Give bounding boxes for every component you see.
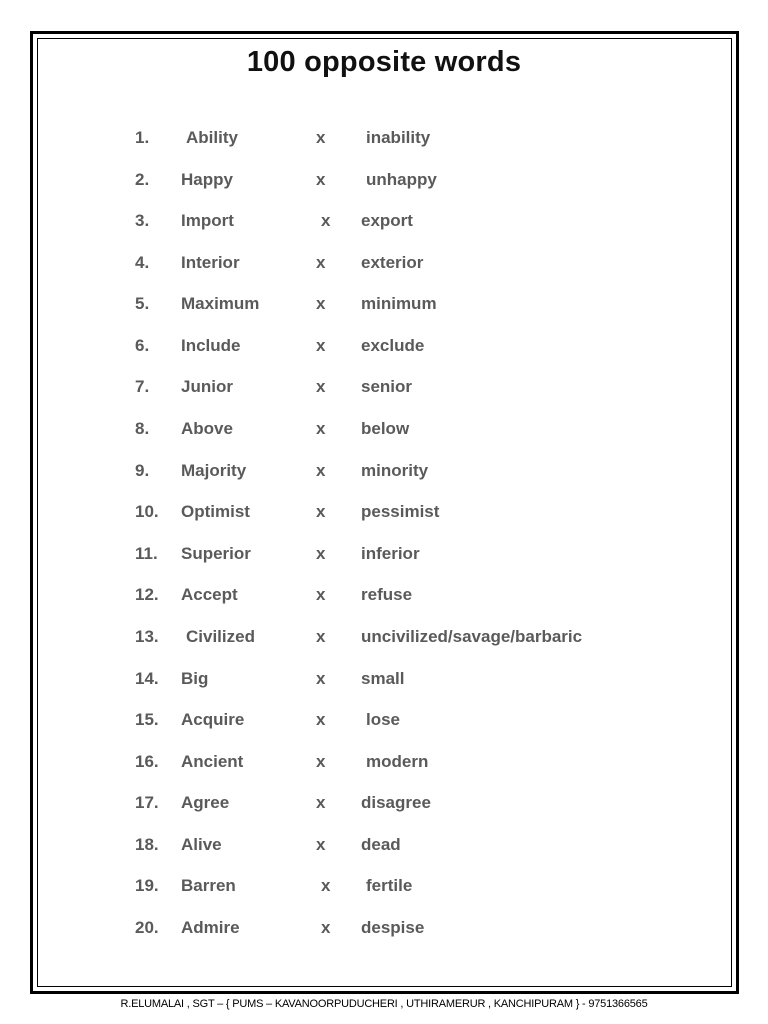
item-separator: x — [316, 669, 326, 688]
item-number: 15. — [135, 710, 159, 729]
list-item — [0, 585, 768, 609]
item-word: Civilized — [186, 627, 255, 646]
list-item — [0, 419, 768, 443]
item-word: Include — [181, 336, 241, 355]
list-item — [0, 918, 768, 942]
item-separator: x — [316, 170, 326, 189]
item-word: Junior — [181, 377, 233, 396]
item-word: Majority — [181, 461, 247, 480]
list-item — [0, 793, 768, 817]
list-item — [0, 502, 768, 526]
item-separator: x — [321, 876, 331, 895]
item-number: 18. — [135, 835, 159, 854]
list-item — [0, 835, 768, 859]
item-number: 19. — [135, 876, 159, 895]
item-separator: x — [316, 461, 326, 480]
item-word: Above — [181, 419, 233, 438]
item-opposite: exterior — [361, 253, 424, 272]
item-word: Superior — [181, 544, 251, 563]
item-separator: x — [316, 294, 326, 313]
item-number: 11. — [135, 544, 158, 563]
item-opposite: dead — [361, 835, 401, 854]
item-word: Admire — [181, 918, 240, 937]
item-separator: x — [316, 336, 326, 355]
list-item — [0, 170, 768, 194]
item-opposite: lose — [366, 710, 401, 729]
item-separator: x — [316, 128, 326, 147]
item-opposite: despise — [361, 918, 425, 937]
list-item — [0, 669, 768, 693]
item-number: 5. — [135, 294, 150, 313]
page-footer: R.ELUMALAI , SGT – { PUMS – KAVANOORPUDUCHERI , UTHIRAMERUR , KANCHIPURAM } - 9751366565 — [120, 998, 648, 1010]
item-opposite: pessimist — [361, 502, 440, 521]
item-word: Acquire — [181, 710, 245, 729]
item-word: Big — [181, 669, 209, 688]
list-item — [0, 876, 768, 900]
item-word: Barren — [181, 876, 236, 895]
item-number: 14. — [135, 669, 159, 688]
list-item — [0, 627, 768, 651]
item-separator: x — [316, 502, 326, 521]
item-opposite: small — [361, 669, 405, 688]
item-opposite: inferior — [361, 544, 420, 563]
item-number: 1. — [135, 128, 150, 147]
item-opposite: uncivilized/savage/barbaric — [361, 627, 583, 646]
list-item — [0, 544, 768, 568]
item-separator: x — [316, 752, 326, 771]
item-separator: x — [316, 835, 326, 854]
list-item — [0, 461, 768, 485]
item-number: 2. — [135, 170, 150, 189]
item-number: 12. — [135, 585, 159, 604]
item-opposite: refuse — [361, 585, 413, 604]
list-item — [0, 752, 768, 776]
item-separator: x — [316, 710, 326, 729]
item-separator: x — [316, 544, 326, 563]
item-opposite: inability — [366, 128, 431, 147]
list-item — [0, 710, 768, 734]
item-opposite: disagree — [361, 793, 431, 812]
item-number: 8. — [135, 419, 150, 438]
item-word: Ability — [186, 128, 238, 147]
item-separator: x — [316, 253, 326, 272]
list-item — [0, 128, 768, 152]
item-opposite: senior — [361, 377, 413, 396]
item-separator: x — [321, 918, 331, 937]
item-separator: x — [316, 377, 326, 396]
item-opposite: fertile — [366, 876, 413, 895]
item-word: Import — [181, 211, 234, 230]
item-opposite: exclude — [361, 336, 425, 355]
item-number: 13. — [135, 627, 159, 646]
item-opposite: export — [361, 211, 413, 230]
item-number: 20. — [135, 918, 159, 937]
item-word: Alive — [181, 835, 222, 854]
page-title: 100 opposite words — [246, 46, 522, 78]
list-item — [0, 377, 768, 401]
item-number: 3. — [135, 211, 150, 230]
item-word: Optimist — [181, 502, 250, 521]
item-separator: x — [316, 793, 326, 812]
list-item — [0, 336, 768, 360]
list-item — [0, 211, 768, 235]
item-number: 6. — [135, 336, 150, 355]
list-item — [0, 294, 768, 318]
list-item — [0, 253, 768, 277]
item-number: 17. — [135, 793, 159, 812]
item-number: 10. — [135, 502, 159, 521]
item-separator: x — [316, 585, 326, 604]
item-word: Maximum — [181, 294, 260, 313]
item-number: 9. — [135, 461, 150, 480]
item-separator: x — [316, 627, 326, 646]
item-separator: x — [321, 211, 331, 230]
item-word: Agree — [181, 793, 230, 812]
item-opposite: modern — [366, 752, 429, 771]
item-opposite: minimum — [361, 294, 437, 313]
item-word: Ancient — [181, 752, 244, 771]
item-opposite: minority — [361, 461, 429, 480]
item-number: 16. — [135, 752, 159, 771]
item-opposite: unhappy — [366, 170, 437, 189]
item-word: Accept — [181, 585, 238, 604]
item-separator: x — [316, 419, 326, 438]
item-number: 7. — [135, 377, 150, 396]
item-number: 4. — [135, 253, 150, 272]
item-opposite: below — [361, 419, 410, 438]
item-word: Happy — [181, 170, 233, 189]
item-word: Interior — [181, 253, 240, 272]
